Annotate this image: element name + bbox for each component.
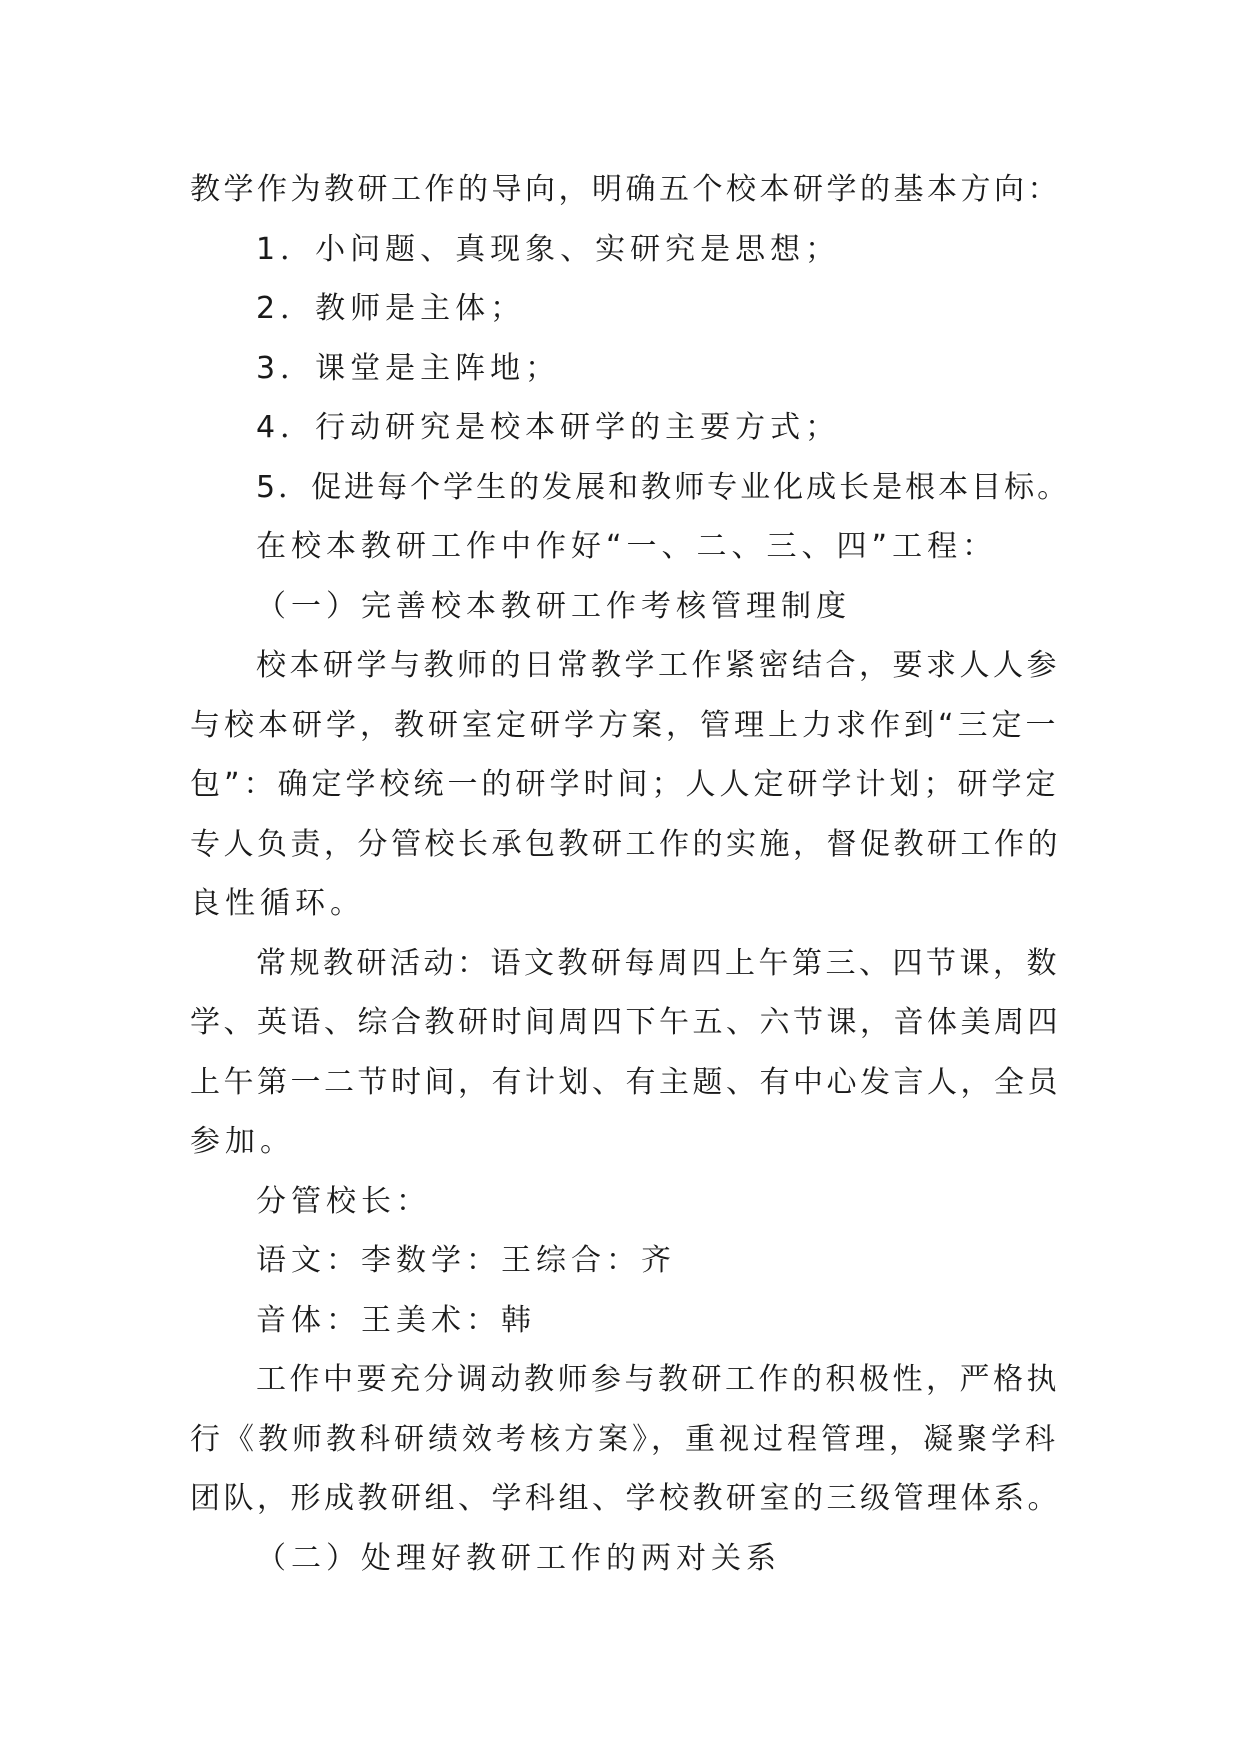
- text-line: 良性循环。: [190, 886, 365, 921]
- text-line: 4．行动研究是校本研学的主要方式；: [256, 410, 841, 445]
- text-line: 音体：王美术：韩: [256, 1302, 536, 1338]
- text-line: 1．小问题、真现象、实研究是思想；: [256, 231, 841, 267]
- text-line: 参加。: [190, 1124, 295, 1159]
- text-line: 学、英语、综合教研时间周四下午五、六节课，音体美周四: [190, 1005, 1061, 1040]
- text-line: （一）完善校本教研工作考核管理制度: [256, 588, 851, 624]
- text-line: 上午第一二节时间，有计划、有主题、有中心发言人，全员: [190, 1064, 1061, 1100]
- text-line: 3．课堂是主阵地；: [256, 350, 561, 386]
- text-line: 行《教师教科研绩效考核方案》，重视过程管理，凝聚学科: [190, 1421, 1059, 1457]
- body-text: [190, 160, 1070, 1588]
- text-line: 5．促进每个学生的发展和教师专业化成长是根本目标。: [256, 469, 1071, 505]
- text-line: 团队，形成教研组、学科组、学校教研室的三级管理体系。: [190, 1481, 1061, 1516]
- text-line: 在校本教研工作中作好“一、二、三、四”工程：: [256, 529, 998, 564]
- text-line: 校本研学与教师的日常教学工作紧密结合，要求人人参: [256, 648, 1060, 683]
- text-line: 分管校长：: [256, 1183, 431, 1219]
- text-line: 包”：确定学校统一的研学时间；人人定研学计划；研学定: [190, 767, 1060, 802]
- text-line: 教学作为教研工作的导向，明确五个校本研学的基本方向：: [190, 172, 1061, 207]
- text-line: 常规教研活动：语文教研每周四上午第三、四节课，数: [256, 945, 1060, 981]
- text-line: 专人负责，分管校长承包教研工作的实施，督促教研工作的: [190, 826, 1061, 862]
- text-line: 2．教师是主体；: [256, 291, 526, 326]
- text-line: （二）处理好教研工作的两对关系: [256, 1540, 781, 1576]
- text-line: 工作中要充分调动教师参与教研工作的积极性，严格执: [256, 1362, 1060, 1397]
- text-line: 与校本研学，教研室定研学方案，管理上力求作到“三定一: [190, 707, 1060, 743]
- text-line: 语文：李数学：王综合：齐: [256, 1243, 676, 1278]
